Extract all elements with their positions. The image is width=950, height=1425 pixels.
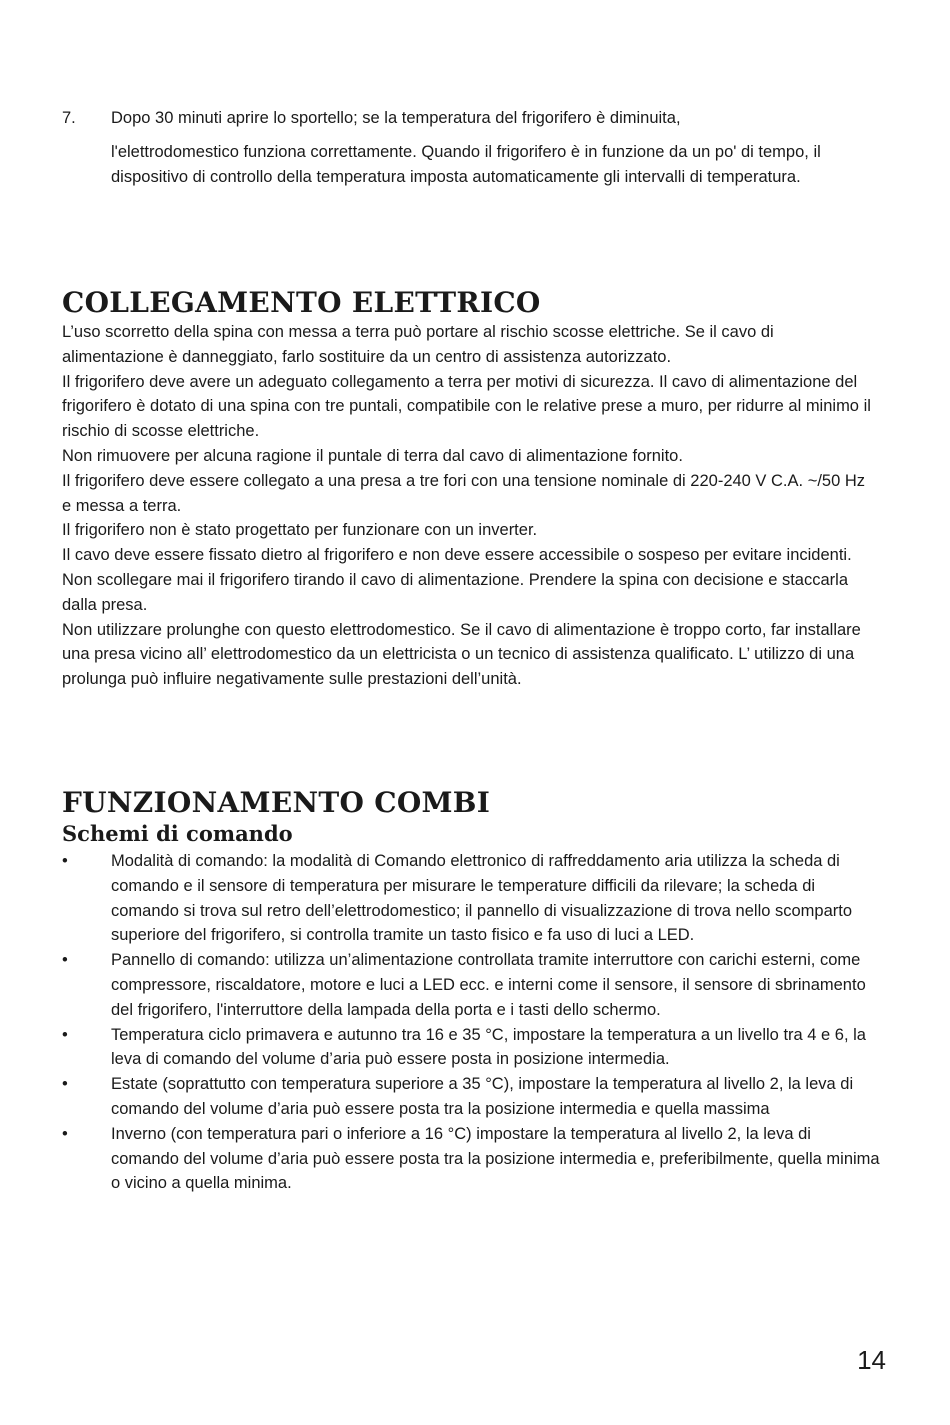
section-title-collegamento: COLLEGAMENTO ELETTRICO (62, 286, 541, 319)
item-text (111, 106, 881, 190)
bullet-text: Temperatura ciclo primavera e autunno tra 16 e 35 °C, impostare la temperatura a un livello tra 4 e 6, la leva di comando del volume d’aria può essere posta in posizione intermedia. (111, 1025, 866, 1069)
bullet-icon: • (62, 951, 68, 970)
bullet-icon: • (62, 852, 68, 870)
bullet-icon: • (62, 1075, 68, 1094)
item-text-line1: Dopo 30 minuti aprire lo sportello; se la temperatura del frigorifero è diminuita, (111, 109, 681, 127)
bullet-item (62, 1122, 882, 1196)
paragraph: L’uso scorretto della spina con messa a terra può portare al rischio scosse elettriche. Se il cavo di alimentazione è danneggiato, farlo sostituire da un centro di assistenza autorizzato. (62, 323, 774, 366)
paragraph: Non utilizzare prolunghe con questo elettrodomestico. Se il cavo di alimentazione è troppo corto, far installare una presa vicino all’ elettrodomestico da un elettricista o un tecnico di assistenza qualificato. L’ utilizzo di una prolunga può influire negativamente sulle prestazioni dell’unità. (62, 620, 861, 689)
bullet-icon: • (62, 1025, 68, 1044)
item-number: 7. (62, 109, 76, 127)
bullet-text: Pannello di comando: utilizza un’alimentazione controllata tramite interruttore con carichi esterni, come compressore, riscaldatore, motore e luci a LED ecc. e interni come il sensore, il sensore di sbrinamento del frigorifero, l'interruttore della lampada della porta e i tasti dello schermo. (111, 951, 866, 1019)
bullet-list (62, 849, 882, 1196)
section-subtitle-schemi: Schemi di comando (62, 821, 293, 846)
bullet-text: Inverno (con temperatura pari o inferiore a 16 °C) impostare la temperatura al livello 2, la leva di comando del volume d’aria può essere posta tra la posizione intermedia e, preferibilmente, quella minima o vicino a quella minima. (111, 1124, 880, 1193)
paragraph: Il cavo deve essere fissato dietro al frigorifero e non deve essere accessibile o sospeso per evitare incidenti. (62, 546, 852, 565)
item-text-rest: l'elettrodomestico funziona correttamente. Quando il frigorifero è in funzione da un po' di tempo, il dispositivo di controllo della temperatura imposta automaticamente gli intervalli di temperatura. (111, 143, 821, 186)
section-collegamento-body (62, 320, 877, 692)
bullet-item (62, 948, 882, 1022)
page-number: 14 (857, 1345, 886, 1375)
paragraph: Il frigorifero deve avere un adeguato collegamento a terra per motivi di sicurezza. Il cavo di alimentazione del frigorifero è dotato di una spina con tre puntali, compatibile con le relative prese a muro, per ridurre al minimo il rischio di scosse elettriche. (62, 372, 871, 441)
bullet-text: Estate (soprattutto con temperatura superiore a 35 °C), impostare la temperatura al livello 2, la leva di comando del volume d’aria può essere posta tra la posizione intermedia e quella massima (111, 1075, 854, 1118)
bullet-icon: • (62, 1124, 68, 1143)
bullet-item (62, 1072, 882, 1122)
paragraph: Non rimuovere per alcuna ragione il puntale di terra dal cavo di alimentazione fornito. (62, 446, 683, 465)
paragraph: Il frigorifero non è stato progettato per funzionare con un inverter. (62, 521, 538, 540)
section-title-funzionamento: FUNZIONAMENTO COMBI (62, 786, 491, 819)
bullet-text: Modalità di comando: la modalità di Comando elettronico di raffreddamento aria utilizza la scheda di comando e il sensore di temperatura per misurare le temperature difficili da rilevare; la scheda di comando si trova sul retro dell’elettrodomestico; il pannello di visualizzazione di trova nello scomparto superiore del frigorifero, si controlla tramite un tasto fisico e fa uso di luci a LED. (111, 852, 853, 945)
bullet-item (62, 849, 882, 948)
bullet-item (62, 1023, 882, 1073)
paragraph: Non scollegare mai il frigorifero tirando il cavo di alimentazione. Prendere la spina con decisione e staccarla dalla presa. (62, 570, 848, 614)
paragraph: Il frigorifero deve essere collegato a una presa a tre fori con una tensione nominale di 220-240 V C.A. ~/50 Hz e messa a terra. (62, 471, 866, 515)
